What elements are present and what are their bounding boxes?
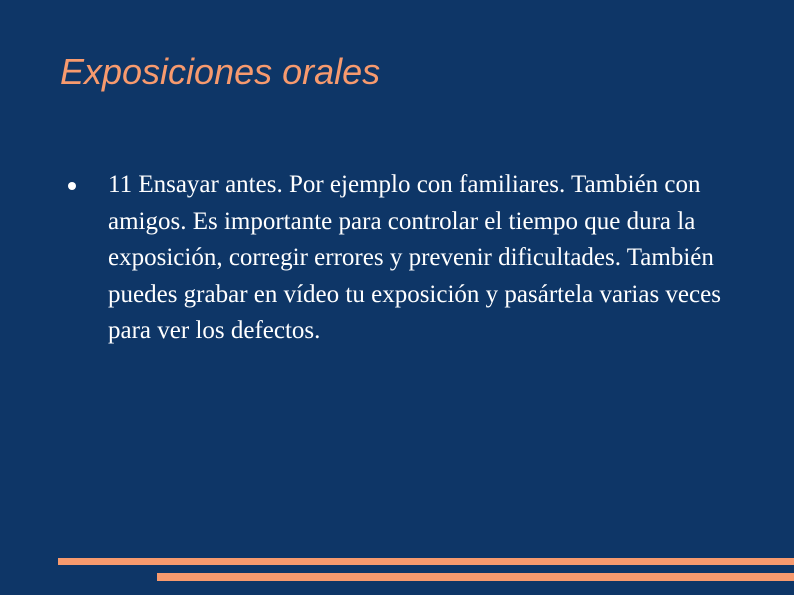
slide-title: Exposiciones orales bbox=[60, 51, 381, 92]
bullet-item bbox=[68, 167, 738, 350]
bullet-list bbox=[68, 167, 738, 350]
bullet-text: 11 Ensayar antes. Por ejemplo con familiares. También con amigos. Es importante para controlar el tiempo que dura la exposición, corregir errores y prevenir dificultades. También puedes grabar en vídeo tu exposición y pasártela varias veces para ver los defectos. bbox=[108, 171, 721, 344]
decorative-bar-long bbox=[58, 558, 794, 565]
decorative-bar-short bbox=[157, 573, 794, 581]
bullet-dot-icon bbox=[68, 182, 76, 190]
